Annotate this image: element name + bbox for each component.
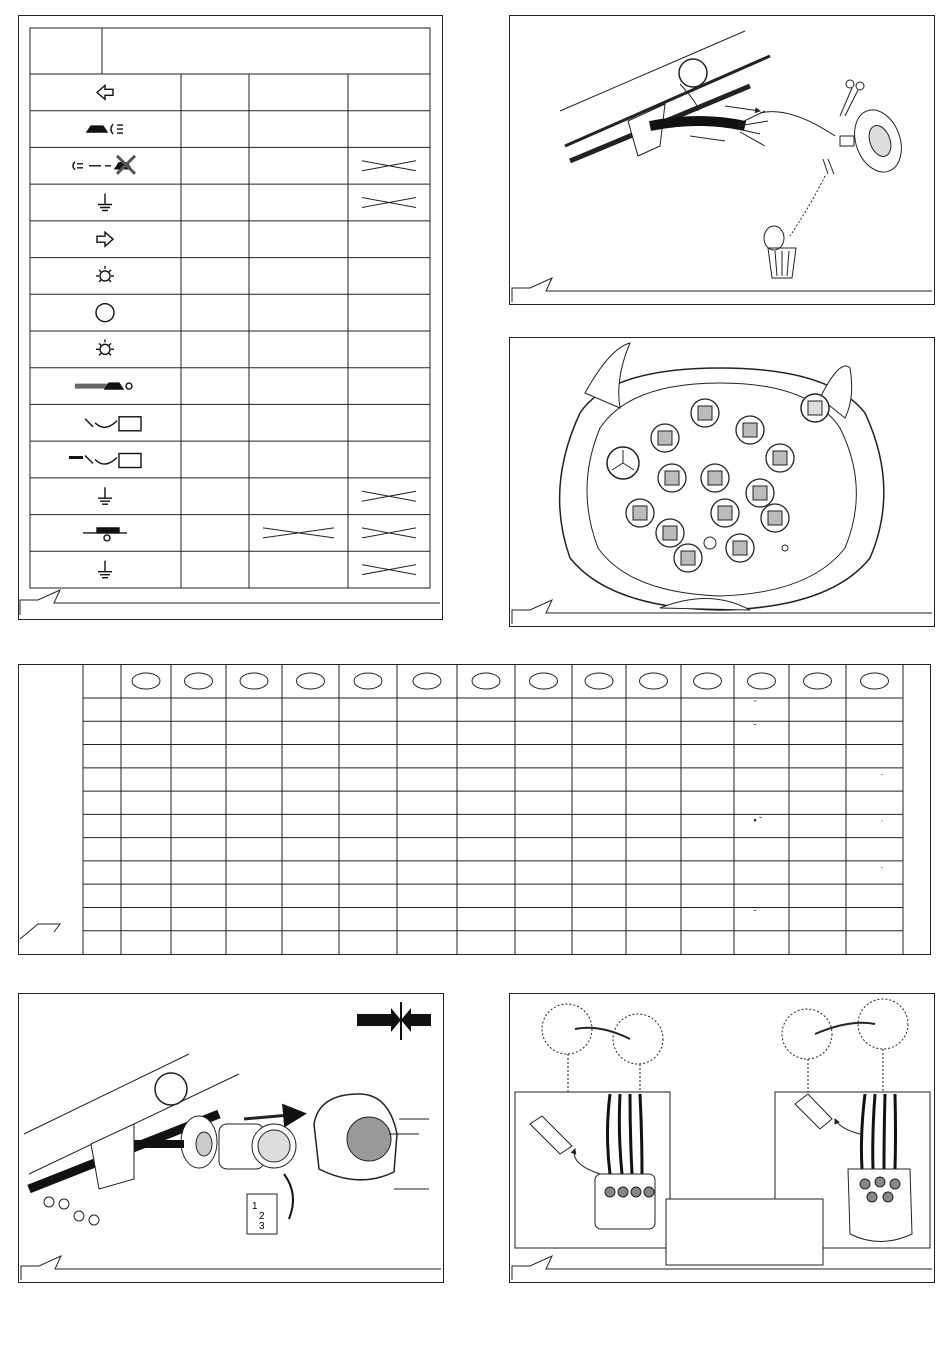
- symbol-table-panel: [18, 15, 442, 619]
- pin-number-circle: [530, 673, 558, 689]
- not-applicable-mark: [362, 491, 416, 501]
- fuse-pin-2: 2: [259, 1211, 265, 1222]
- sensor-icon: [83, 528, 127, 541]
- pin-number-circle: [240, 673, 268, 689]
- assembly-illustration: [19, 994, 443, 1282]
- battery-charge-icon: [85, 417, 141, 431]
- ground-icon: [98, 487, 112, 504]
- not-applicable-mark: [362, 565, 416, 575]
- pin-number-circle: [804, 673, 832, 689]
- fog-light-switch-icon: [73, 156, 135, 174]
- assembly-panel: [18, 993, 444, 1283]
- wiring-mark: ˇ: [753, 699, 757, 709]
- adapter-panel: [509, 993, 935, 1283]
- pin-number-circle: [585, 673, 613, 689]
- wiring-mark: ˇ: [753, 722, 757, 733]
- not-applicable-mark: [362, 198, 416, 208]
- towball-icon: [679, 59, 707, 87]
- not-applicable-mark: [362, 528, 416, 538]
- symbol-table: [18, 15, 444, 621]
- scissors-icon: [840, 80, 864, 116]
- wiring-mark: ·: [880, 815, 884, 826]
- adapter-illustration: [510, 994, 934, 1282]
- fuse-icon: [247, 1194, 277, 1234]
- circle-icon: [96, 304, 114, 322]
- pin-number-circle: [297, 673, 325, 689]
- wiring-mark: ·: [880, 861, 884, 872]
- fuse-pin-1: 1: [252, 1201, 258, 1212]
- pin-number-circle: [185, 673, 213, 689]
- ignition-battery-icon: [69, 454, 141, 468]
- pin-number-circle: [748, 673, 776, 689]
- arrow-left-icon: [97, 85, 113, 99]
- ground-icon: [98, 561, 112, 578]
- cut-wires-panel: [509, 15, 935, 305]
- pin-number-circle: [861, 673, 889, 689]
- socket-front-panel: [509, 337, 935, 627]
- arrow-right-icon: [97, 232, 113, 246]
- not-applicable-mark: [263, 528, 334, 538]
- socket-illustration: [510, 338, 934, 626]
- pin-number-circle: [132, 673, 160, 689]
- wiring-table-panel: [18, 664, 932, 956]
- pin-number-circle: [640, 673, 668, 689]
- mercedes-star-icon: [607, 447, 639, 479]
- pin-number-circle: [694, 673, 722, 689]
- wiring-mark: ·: [880, 768, 884, 779]
- wiring-mark: ˇ: [753, 908, 757, 919]
- not-applicable-mark: [362, 161, 416, 171]
- pin-number-circle: [472, 673, 500, 689]
- reverse-light-icon: [75, 383, 132, 389]
- lamp-icon: [96, 266, 114, 282]
- lamp-icon: [96, 339, 114, 355]
- pin-number-circle: [413, 673, 441, 689]
- fuse-pin-3: 3: [259, 1221, 265, 1232]
- press-together-icon: [357, 1002, 431, 1040]
- cut-wires-illustration: [510, 16, 934, 304]
- pin-number-circle: [354, 673, 382, 689]
- ground-icon: [98, 194, 112, 211]
- trash-bin-icon: [764, 226, 796, 278]
- car-parking-light-icon: [87, 124, 123, 134]
- wiring-mark: • ˇ: [753, 815, 763, 826]
- towball-icon: [155, 1073, 187, 1105]
- wiring-grid: [18, 664, 932, 956]
